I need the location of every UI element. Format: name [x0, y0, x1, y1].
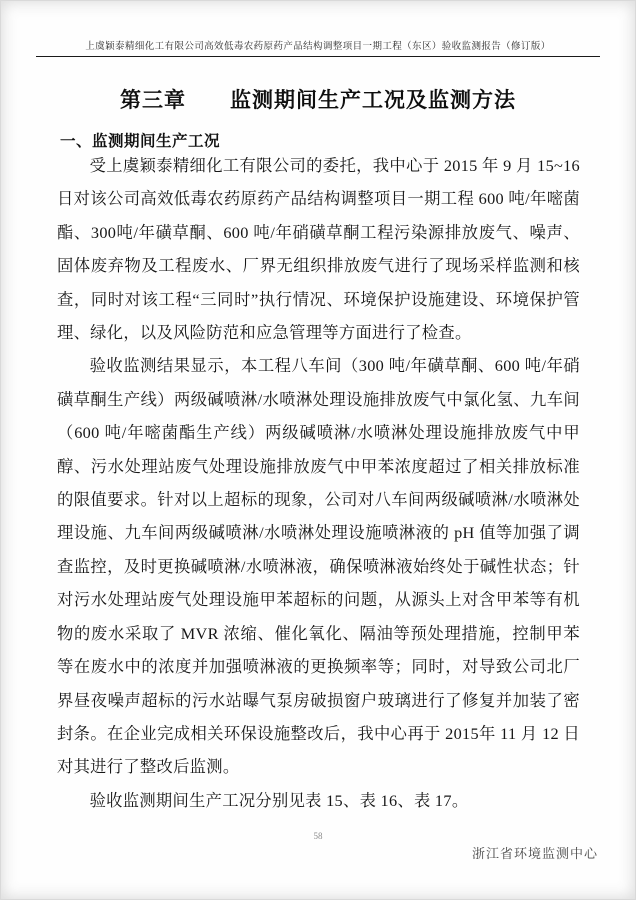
- section-heading: 一、监测期间生产工况: [60, 133, 221, 150]
- paragraph-commission: 受上虞颖泰精细化工有限公司的委托，我中心于 2015 年 9 月 15~16 日对该公司高效低毒农药原药产品结构调整项目一期工程 600 吨/年嘧菌酯、300吨/年磺草酮、600 吨/年硝磺草酮工程污染源排放废气、噪声、固体废弃物及工程废水、厂界无组织排放废气进行了现场采样监测和核查，同时对该工程“三同时”执行情况、环境保护设施建设、环境保护管理、绿化，以及风险防范和应急管理等方面进行了检查。: [57, 156, 580, 343]
- chapter-title: 第三章 监测期间生产工况及监测方法: [120, 89, 516, 112]
- footer-organization: 浙江省环境监测中心: [471, 846, 598, 861]
- running-header: 上虞颖泰精细化工有限公司高效低毒农药原药产品结构调整项目一期工程（东区）验收监测报告（修订版）: [36, 38, 600, 57]
- paragraph-results: 验收监测结果显示，本工程八车间（300 吨/年磺草酮、600 吨/年硝磺草酮生产线）两级碱喷淋/水喷淋处理设施排放废气中氯化氢、九车间（600 吨/年嘧菌酯生产线）两级碱喷淋/水喷淋处理设施排放废气中甲醇、污水处理站废气处理设施排放废气中甲苯浓度超过了相关排放标准的限值要求。针对以上超标的现象，公司对八车间两级碱喷淋/水喷淋处理设施、九车间两级碱喷淋/水喷淋处理设施喷淋液的 pH 值等加强了调查监控，及时更换碱喷淋/水喷淋液，确保喷淋液始终处于碱性状态；针对污水处理站废气处理设施甲苯超标的问题，从源头上对含甲苯等有机物的废水采取了 MVR 浓缩、催化氧化、隔油等预处理措施，控制甲苯等在废水中的浓度并加强喷淋液的更换频率等；同时，对导致公司北厂界昼夜噪声超标的污水站曝气泵房破损窗户玻璃进行了修复并加装了密封条。在企业完成相关环保设施整改后，我中心再于 2015年 11 月 12 日对其进行了整改后监测。: [57, 356, 580, 777]
- body-text: [57, 149, 580, 817]
- page-number: 58: [313, 831, 323, 841]
- paragraph-tables-ref: 验收监测期间生产工况分别见表 15、表 16、表 17。: [89, 790, 469, 810]
